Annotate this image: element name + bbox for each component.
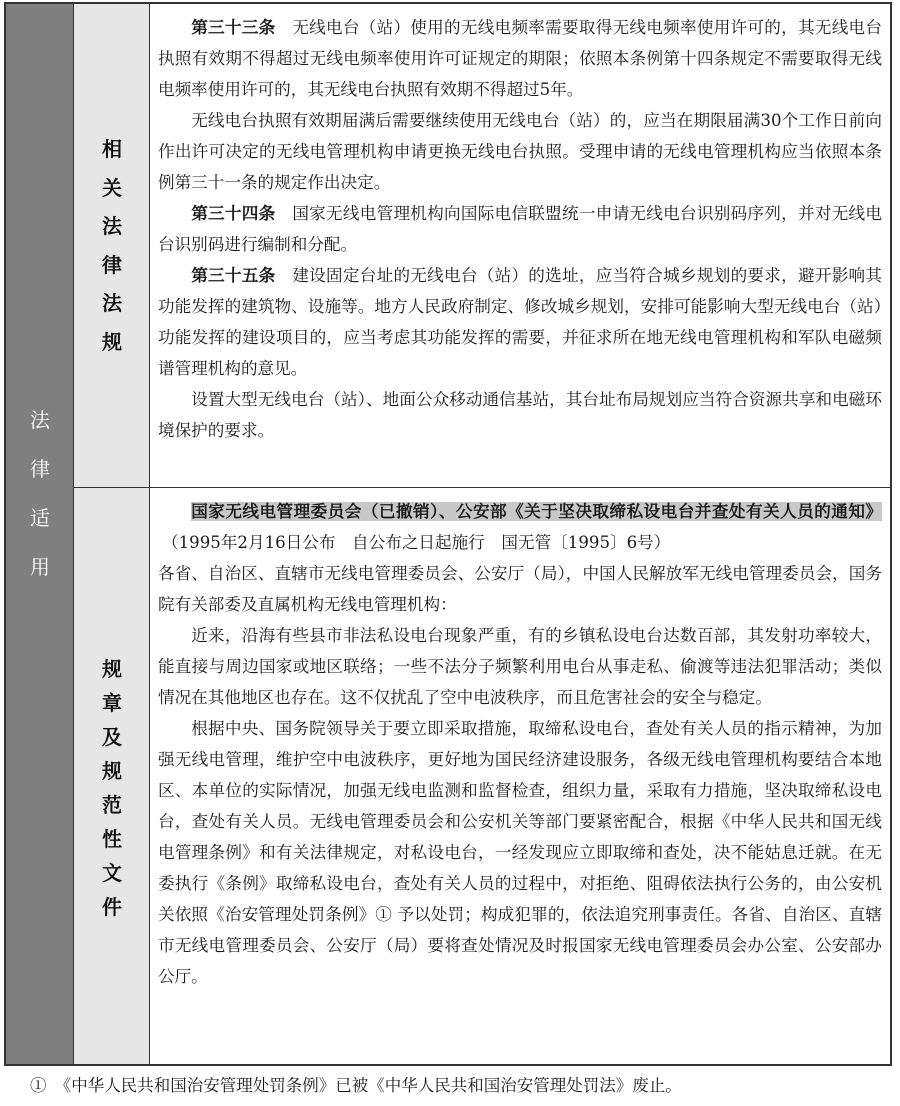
label-char: 关: [102, 175, 122, 200]
article-text: 建设固定台址的无线电台（站）的选址，应当符合城乡规划的要求，避开影响其功能发挥的建筑物、设施等。地方人民政府制定、修改城乡规划，安排可能影响大型无线电台（站）功能发挥的建设项目的，应当考虑其功能发挥的需要，并征求所在地无线电管理机构和军队电磁频谱管理机构的意见。: [158, 266, 883, 378]
article-paragraph: [158, 198, 882, 260]
section2-label: [74, 652, 150, 924]
label-char: 文: [102, 861, 122, 885]
body-paragraph: 根据中央、国务院领导关于要立即采取措施，取缔私设电台，查处有关人员的指示精神，为加强无线电管理，维护空中电波秩序，更好地为国民经济建设服务，各级无线电管理机构要结合本地区、本单位的实际情况，加强无线电监测和监督检查，组织力量，采取有力措施，坚决取缔私设电台，查处有关人员。无线电管理委员会和公安机关等部门要紧密配合，根据《中华人民共和国无线电管理条例》和有关法律规定，对私设电台，一经发现应立即取缔和查处，决不能姑息迁就。在无委执行《条例》取缔私设电台，查处有关人员的过程中，对拒绝、阻碍依法执行公务的，由公安机关依照《治安管理处罚条例》① 予以处罚；构成犯罪的，依法追究刑事责任。各省、自治区、直辖市无线电管理委员会、公安厅（局）要将查处情况及时报国家无线电管理委员会办公室、公安部办公厅。: [158, 719, 882, 986]
body-paragraph: 近来，沿海有些县市非法私设电台现象严重，有的乡镇私设电台达数百部，其发射功率较大，能直接与周边国家或地区联络；一些不法分子频繁利用电台从事走私、偷渡等违法犯罪活动；类似情况在其他地区也存在。这不仅扰乱了空中电波秩序，而且危害社会的安全与稳定。: [158, 626, 882, 707]
label-char: 法: [102, 214, 122, 238]
section1-label: [74, 130, 150, 361]
article-text: 设置大型无线电台（站）、地面公众移动通信基站，其台址布局规划应当符合资源共享和电磁环境保护的要求。: [158, 390, 882, 440]
label-char: 规: [102, 329, 122, 354]
article-paragraph: [158, 105, 882, 198]
subcategory-column: [74, 4, 150, 1064]
section2-content: [158, 496, 882, 992]
law-table: [4, 2, 892, 1066]
label-char: 性: [102, 827, 122, 851]
category-column: [6, 4, 74, 1064]
article-paragraph: [158, 12, 882, 105]
publication-info: （1995年2月16日公布 自公布之日起施行 国无管〔1995〕6号）: [162, 533, 671, 552]
label-char: 规: [102, 657, 122, 681]
label-char: 范: [102, 793, 122, 817]
article-paragraph: [158, 260, 882, 384]
category-label: [6, 396, 74, 592]
footnote: ① 《中华人民共和国治安管理处罚条例》已被《中华人民共和国治安管理处罚法》废止。: [30, 1076, 682, 1095]
article-text: 国家无线电管理机构向国际电信联盟统一申请无线电台识别码序列，并对无线电台识别码进行编制和分配。: [158, 204, 883, 254]
addressee: 各省、自治区、直辖市无线电管理委员会、公安厅（局），中国人民解放军无线电管理委员会，国务院有关部委及直属机构无线电管理机构：: [158, 564, 882, 614]
label-char: 件: [102, 895, 122, 919]
article-text: 无线电台（站）使用的无线电频率需要取得无线电频率使用许可的，其无线电台执照有效期不得超过无线电频率使用许可证规定的期限；依照本条例第十四条规定不需要取得无线电频率使用许可的，其无线电台执照有效期不得超过5年。: [158, 18, 883, 99]
label-char: 章: [102, 691, 122, 715]
category-char: 律: [30, 457, 50, 481]
document-title: 国家无线电管理委员会（已撤销）、公安部《关于坚决取缔私设电台并查处有关人员的通知》: [191, 502, 882, 521]
category-char: 法: [30, 408, 50, 432]
category-char: 用: [30, 555, 50, 579]
row-divider: [74, 487, 890, 488]
article-number: 第三十五条: [191, 266, 276, 285]
section1-content: [158, 12, 882, 446]
article-text: 无线电台执照有效期届满后需要继续使用无线电台（站）的，应当在期限届满30个工作日前向作出许可决定的无线电管理机构申请更换无线电台执照。受理申请的无线电管理机构应当依照本条例第三十一条的规定作出决定。: [158, 111, 882, 192]
label-char: 规: [102, 759, 122, 783]
label-char: 及: [102, 725, 122, 749]
label-char: 法: [102, 291, 122, 315]
document-heading: [158, 496, 882, 558]
label-char: 律: [102, 252, 122, 277]
label-char: 相: [102, 137, 122, 161]
category-char: 适: [30, 506, 50, 530]
article-number: 第三十四条: [191, 204, 276, 223]
article-paragraph: [158, 384, 882, 446]
article-number: 第三十三条: [191, 18, 276, 37]
